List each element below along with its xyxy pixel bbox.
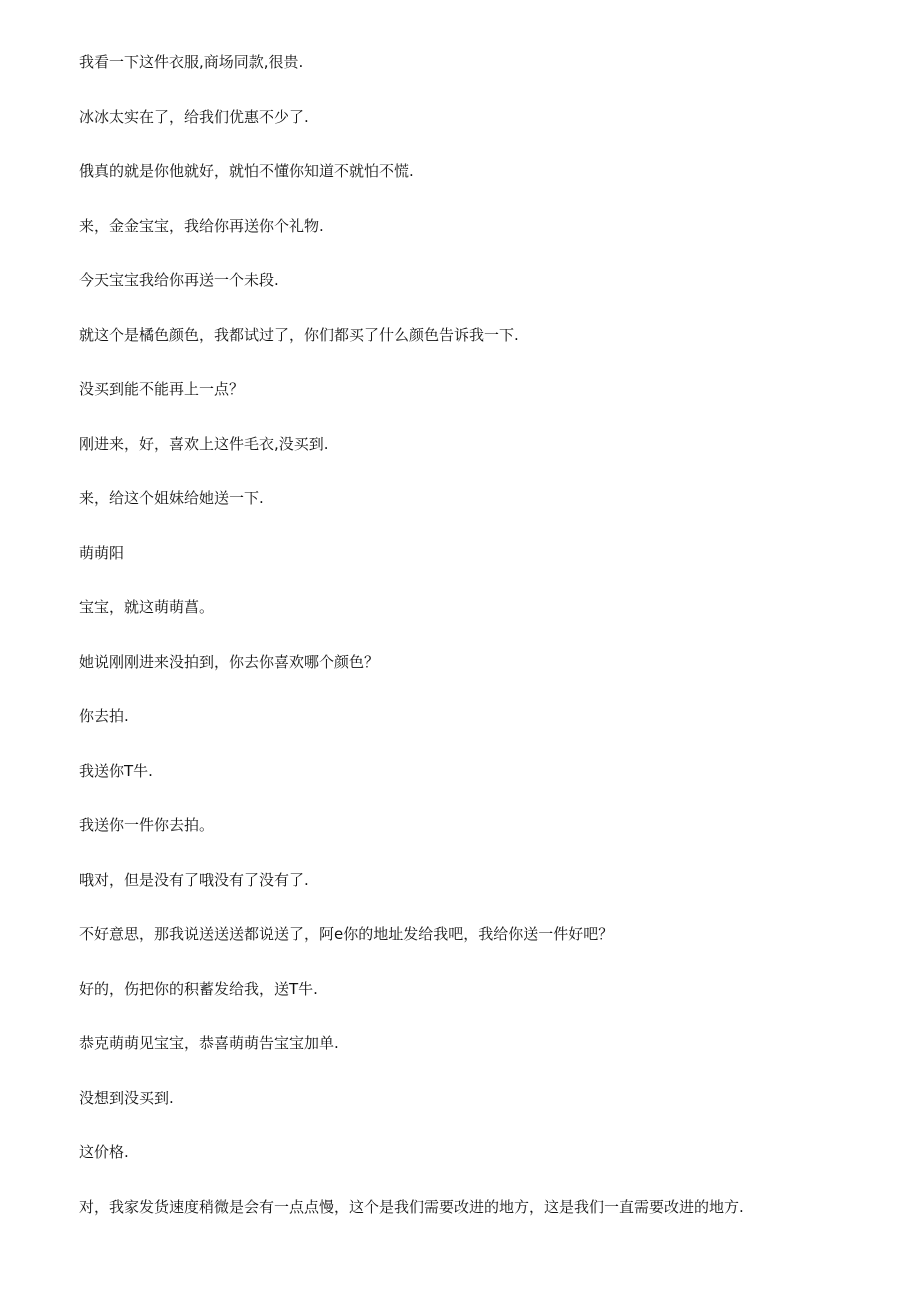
- transcript-line: 没买到能不能再上一点？: [79, 380, 245, 398]
- transcript-line: 来，给这个姐妹给她送一下.: [79, 489, 264, 507]
- transcript-line: 对，我家发货速度稍微是会有一点点慢，这个是我们需要改进的地方，这是我们一直需要改进的地方.: [79, 1197, 744, 1216]
- transcript-line: 刚进来，好，喜欢上这件毛衣,没买到.: [79, 434, 329, 453]
- transcript-lines: [79, 51, 879, 1250]
- transcript-line: 好的，伤把你的积蓄发给我，送T牛.: [79, 979, 318, 998]
- transcript-line: 今天宝宝我给你再送一个未段.: [79, 271, 279, 289]
- transcript-line: 没想到没买到.: [79, 1088, 174, 1107]
- transcript-line: 来，金金宝宝，我给你再送你个礼物.: [79, 216, 324, 235]
- transcript-line: 萌萌阳: [79, 543, 125, 562]
- transcript-line: 冰冰太实在了，给我们优惠不少了.: [79, 107, 309, 126]
- transcript-line: 宝宝，就这萌萌菖。: [79, 598, 215, 616]
- transcript-line: 这价格.: [79, 1143, 129, 1161]
- transcript-line: 恭克萌萌见宝宝，恭喜萌萌告宝宝加单.: [79, 1034, 339, 1052]
- transcript-line: 你去拍.: [79, 707, 129, 725]
- transcript-line: 她说刚刚进来没拍到，你去你喜欢哪个颜色？: [79, 652, 380, 671]
- transcript-line: 我看一下这件衣服,商场同款,很贵.: [79, 53, 304, 71]
- transcript-line: 不好意思，那我说送送送都说送了，阿e你的地址发给我吧，我给你送一件好吧？: [79, 925, 614, 943]
- transcript-line: 我送你T牛.: [79, 761, 153, 780]
- transcript-line: 俄真的就是你他就好，就怕不懂你知道不就怕不慌.: [79, 162, 414, 180]
- transcript-line: 我送你一件你去拍。: [79, 816, 215, 834]
- transcript-line: 哦对，但是没有了哦没有了没有了.: [79, 870, 309, 889]
- transcript-line: 就这个是橘色颜色，我都试过了，你们都买了什么颜色告诉我一下.: [79, 325, 519, 344]
